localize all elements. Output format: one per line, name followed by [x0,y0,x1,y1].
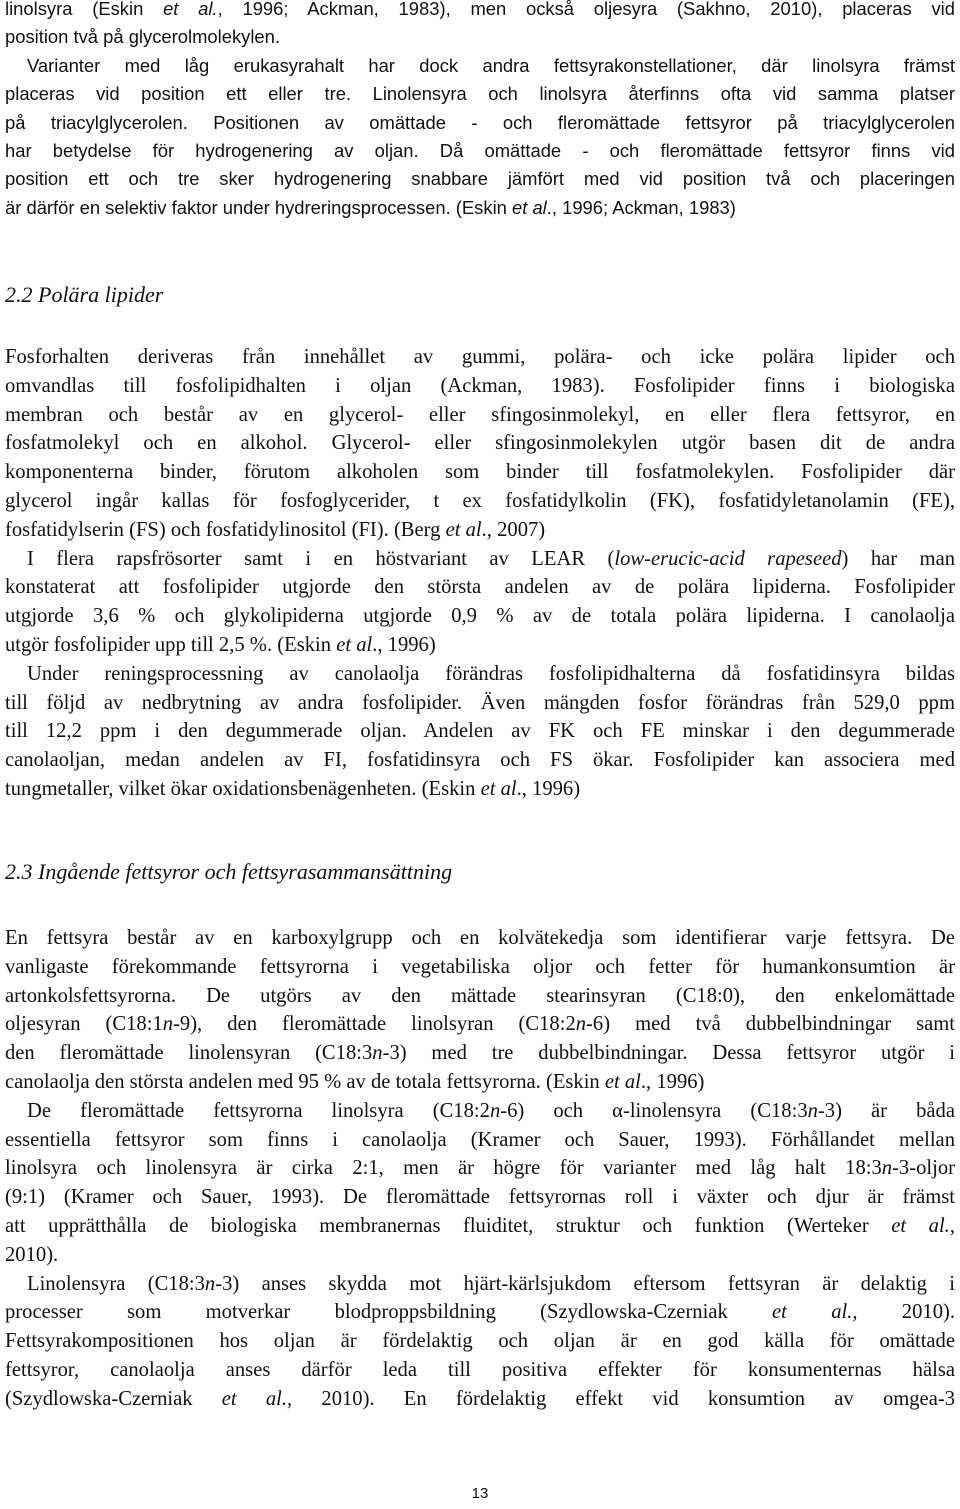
text-line: på triacylglycerolen. Positionen av omättade - och fleromättade fettsyror på triacylglycerolen [5,111,955,133]
text-line: till följd av nedbrytning av andra fosfolipider. Även mängden fosfor förändras från 529,0 ppm [5,691,955,714]
text-line: vanligaste förekommande fettsyrorna i vegetabiliska oljor och fetter för humankonsumtion är [5,955,955,978]
text-line: Under reningsprocessning av canolaolja förändras fosfolipidhalterna då fosfatidinsyra bildas [27,662,955,685]
section-heading-2-3: 2.3 Ingående fettsyror och fettsyrasammansättning [5,859,453,884]
page-number: 13 [471,1485,489,1502]
text-line: essentiella fettsyror som finns i canolaolja (Kramer och Sauer, 1993). Förhållandet mellan [5,1128,955,1151]
text-line: canolaolja den största andelen med 95 % av de totala fettsyrorna. (Eskin et al., 1996) [5,1070,705,1093]
text-line: placeras vid position ett eller tre. Linolensyra och linolsyra återfinns ofta vid samma platser [5,83,955,105]
text-line: I flera rapsfrösorter samt i en höstvariant av LEAR (low-erucic-acid rapeseed) har man [27,547,956,570]
text-line: linolsyra och linolensyra är cirka 2:1, men är högre för varianter med låg halt 18:3n-3-oljor [5,1157,955,1180]
text-line: Varianter med låg erukasyrahalt har dock andra fettsyrakonstellationer, där linolsyra främst [27,54,955,76]
text-line: linolsyra (Eskin et al., 1996; Ackman, 1983), men också oljesyra (Sakhno, 2010), placeras vid [5,0,955,19]
text-line: omvandlas till fosfolipidhalten i oljan (Ackman, 1983). Fosfolipider finns i biologiska [5,374,955,397]
text-line: Fosforhalten deriveras från innehållet av gummi, polära- och icke polära lipider och [5,346,955,368]
text-line: den fleromättade linolensyran (C18:3n-3) med tre dubbelbindningar. Dessa fettsyror utgör i [5,1042,956,1065]
text-line: De fleromättade fettsyrorna linolsyra (C18:2n-6) och α-linolensyra (C18:3n-3) är båda [27,1099,955,1122]
text-line: att upprätthålla de biologiska membranernas fluiditet, struktur och funktion (Werteker et al., [5,1214,955,1237]
text-line: konstaterat att fosfolipider utgjorde den största andelen av de polära lipiderna. Fosfolipider [5,576,955,599]
text-line: oljesyran (C18:1n-9), den fleromättade linolsyran (C18:2n-6) med två dubbelbindningar samt [5,1013,956,1036]
text-line: komponenterna binder, förutom alkoholen som binder till fosfatmolekylen. Fosfolipider där [5,461,955,484]
text-line: utgjorde 3,6 % och glykolipiderna utgjorde 0,9 % av de totala polära lipiderna. I canolaolja [5,605,955,628]
text-line: position ett och tre sker hydrogenering snabbare jämfört med vid position två och placeringen [5,168,955,190]
text-line: membran och består av en glycerol- eller sfingosinmolekyl, en eller flera fettsyror, en [5,403,955,426]
text-line: Linolensyra (C18:3n-3) anses skydda mot hjärt-kärlsjukdom eftersom fettsyran är delaktig i [27,1272,956,1295]
text-line: (Szydlowska-Czerniak et al., 2010). En fördelaktig effekt vid konsumtion av omgea-3 [5,1387,955,1410]
text-line: tungmetaller, vilket ökar oxidationsbenägenheten. (Eskin et al., 1996) [5,777,581,800]
text-line: utgör fosfolipider upp till 2,5 %. (Eskin et al., 1996) [5,633,436,656]
text-line: processer som motverkar blodproppsbildning (Szydlowska-Czerniak et al., 2010). [5,1301,956,1324]
text-line: har betydelse för hydrogenering av oljan. Då omättade - och fleromättade fettsyror finns vid [5,140,955,162]
text-line: 2010). [5,1243,59,1266]
text-line: artonkolsfettsyrorna. De utgörs av den mättade stearinsyran (C18:0), den enkelomättade [5,984,955,1007]
text-line: (9:1) (Kramer och Sauer, 1993). De fleromättade fettsyrornas roll i växter och djur är främst [5,1186,955,1209]
text-line: canolaoljan, medan andelen av FI, fosfatidinsyra och FS ökar. Fosfolipider kan associera med [5,749,955,772]
top-paragraph [5,0,955,222]
text-line: till 12,2 ppm i den degummerade oljan. Andelen av FK och FE minskar i den degummerade [5,720,955,743]
text-line: En fettsyra består av en karboxylgrupp och en kolvätekedja som identifierar varje fettsyra. De [5,927,955,949]
text-line: är därför en selektiv faktor under hydreringsprocessen. (Eskin et al., 1996; Ackman, 1983) [5,196,736,218]
text-line: fettsyror, canolaolja anses därför leda till positiva effekter för konsumenternas hälsa [5,1358,955,1381]
text-line: glycerol ingår kallas för fosfoglycerider, t ex fosfatidylkolin (FK), fosfatidyletanolamin (FE), [5,489,955,512]
section-heading-2-2: 2.2 Polära lipider [5,282,164,307]
text-line: fosfatmolekyl och en alkohol. Glycerol- eller sfingosinmolekylen utgör basen dit de andra [5,432,955,455]
section-2-3-body [5,924,955,1414]
section-2-2-body [5,343,955,804]
text-line: position två på glycerolmolekylen. [5,26,280,48]
text-line: fosfatidylserin (FS) och fosfatidylinositol (FI). (Berg et al., 2007) [5,518,546,541]
text-line: Fettsyrakompositionen hos oljan är fördelaktig och oljan är en god källa för omättade [5,1330,955,1353]
